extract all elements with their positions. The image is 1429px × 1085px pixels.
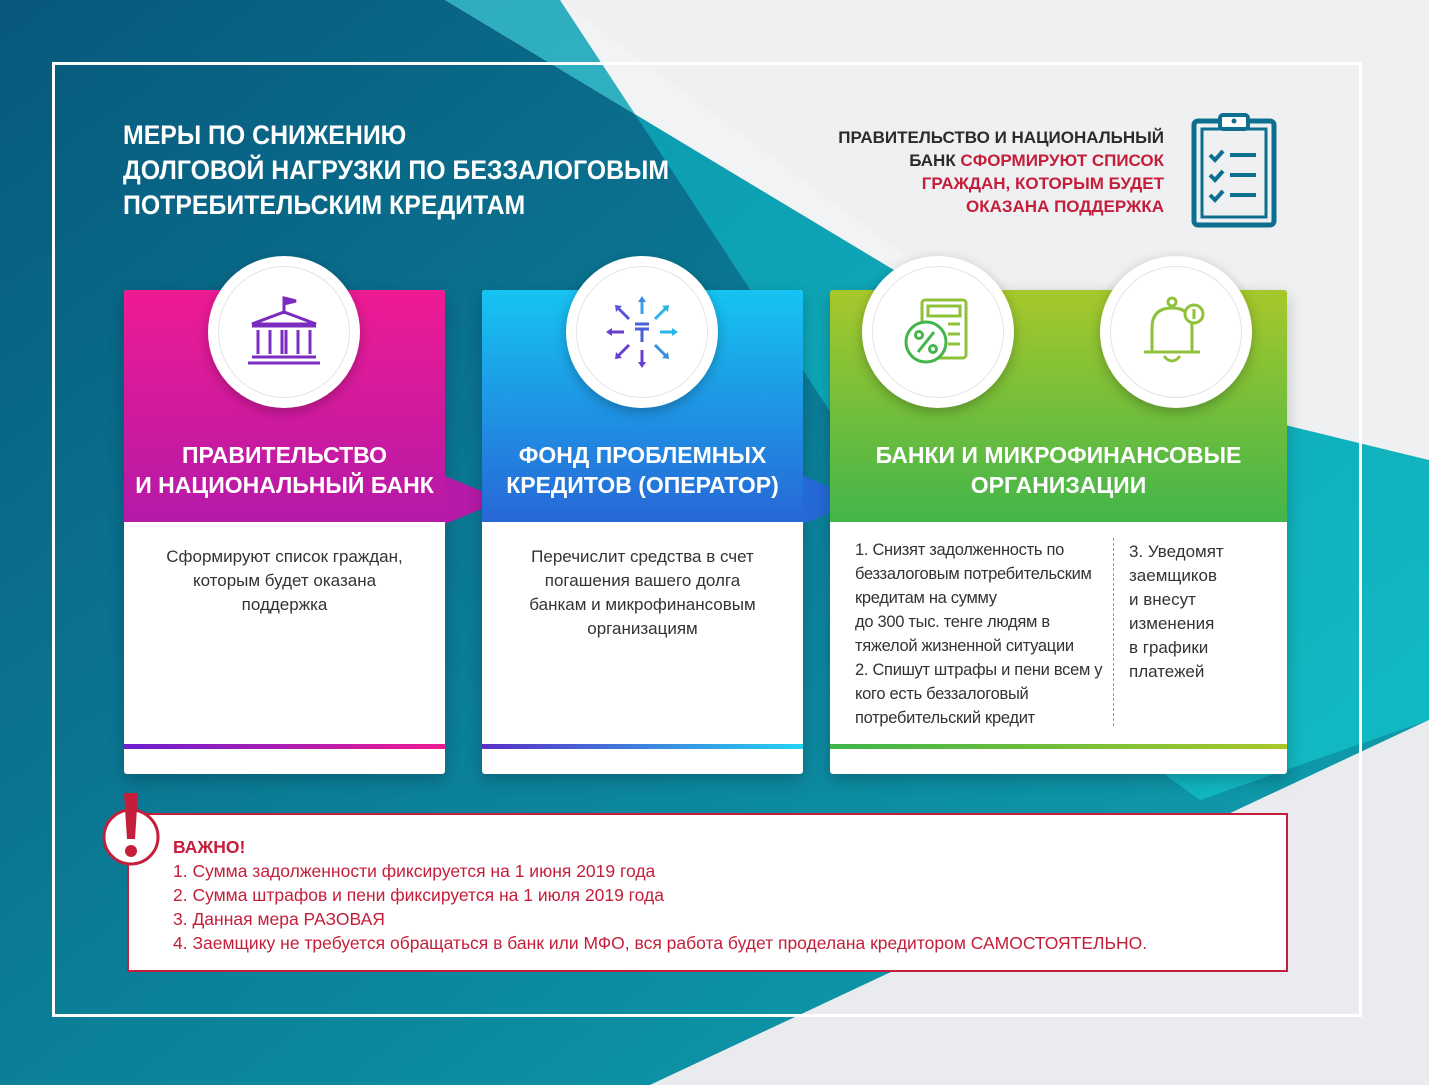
card-bottom-bar bbox=[830, 744, 1287, 749]
icon-circle-government bbox=[208, 256, 360, 408]
tenge-distribution-icon bbox=[602, 292, 682, 372]
card-title: ПРАВИТЕЛЬСТВО И НАЦИОНАЛЬНЫЙ БАНК bbox=[135, 442, 434, 498]
page-title: МЕРЫ ПО СНИЖЕНИЮ ДОЛГОВОЙ НАГРУЗКИ ПО БЕЗЗАЛОГОВЫМ ПОТРЕБИТЕЛЬСКИМ КРЕДИТАМ bbox=[123, 120, 670, 220]
support-note: ПРАВИТЕЛЬСТВО И НАЦИОНАЛЬНЫЙ БАНК СФОРМИРУЮТ СПИСОК ГРАЖДАН, КОТОРЫМ БУДЕТ ОКАЗАНА ПОДДЕРЖКА bbox=[838, 128, 1164, 216]
important-notice bbox=[127, 813, 1288, 972]
clipboard-checklist-icon bbox=[1188, 113, 1280, 229]
card-title: ФОНД ПРОБЛЕМНЫХ КРЕДИТОВ (ОПЕРАТОР) bbox=[506, 442, 779, 498]
list-item: 1. Сумма задолженности фиксируется на 1 июня 2019 года bbox=[173, 861, 656, 881]
list-item: 2. Сумма штрафов и пени фиксируется на 1 июля 2019 года bbox=[173, 885, 664, 905]
card-bottom-bar bbox=[124, 744, 445, 749]
card-title: БАНКИ И МИКРОФИНАНСОВЫЕ ОРГАНИЗАЦИИ bbox=[875, 442, 1242, 498]
card-body: Сформируют список граждан, которым будет оказана поддержка bbox=[166, 547, 403, 614]
card-body-right: 3. Уведомят заемщиков и внесут изменения в графики платежей bbox=[1129, 542, 1224, 681]
bell-notification-icon bbox=[1136, 292, 1216, 372]
government-building-icon bbox=[244, 292, 324, 372]
icon-circle-percent bbox=[862, 256, 1014, 408]
icon-circle-fund bbox=[566, 256, 718, 408]
percent-calculator-icon bbox=[898, 292, 978, 372]
list-item: 4. Заемщику не требуется обращаться в банк или МФО, вся работа будет проделана кредитором САМОСТОЯТЕЛЬНО. bbox=[173, 933, 1148, 953]
card-body-left: 1. Снизят задолженность по беззалоговым потребительским кредитам на сумму до 300 тыс. тенге людям в тяжелой жизненной ситуации 2. Спишут штрафы и пени всем у кого есть беззалоговый потребительский кредит bbox=[855, 541, 1103, 727]
icon-circle-bell bbox=[1100, 256, 1252, 408]
dashed-divider bbox=[1113, 538, 1114, 726]
important-list bbox=[173, 835, 1147, 955]
card-body: Перечислит средства в счет погашения вашего долга банкам и микрофинансовым организациям bbox=[529, 547, 756, 638]
list-item: 3. Данная мера РАЗОВАЯ bbox=[173, 909, 385, 929]
exclamation-icon bbox=[100, 791, 162, 871]
card-bottom-bar bbox=[482, 744, 803, 749]
important-header: ВАЖНО! bbox=[173, 837, 246, 857]
